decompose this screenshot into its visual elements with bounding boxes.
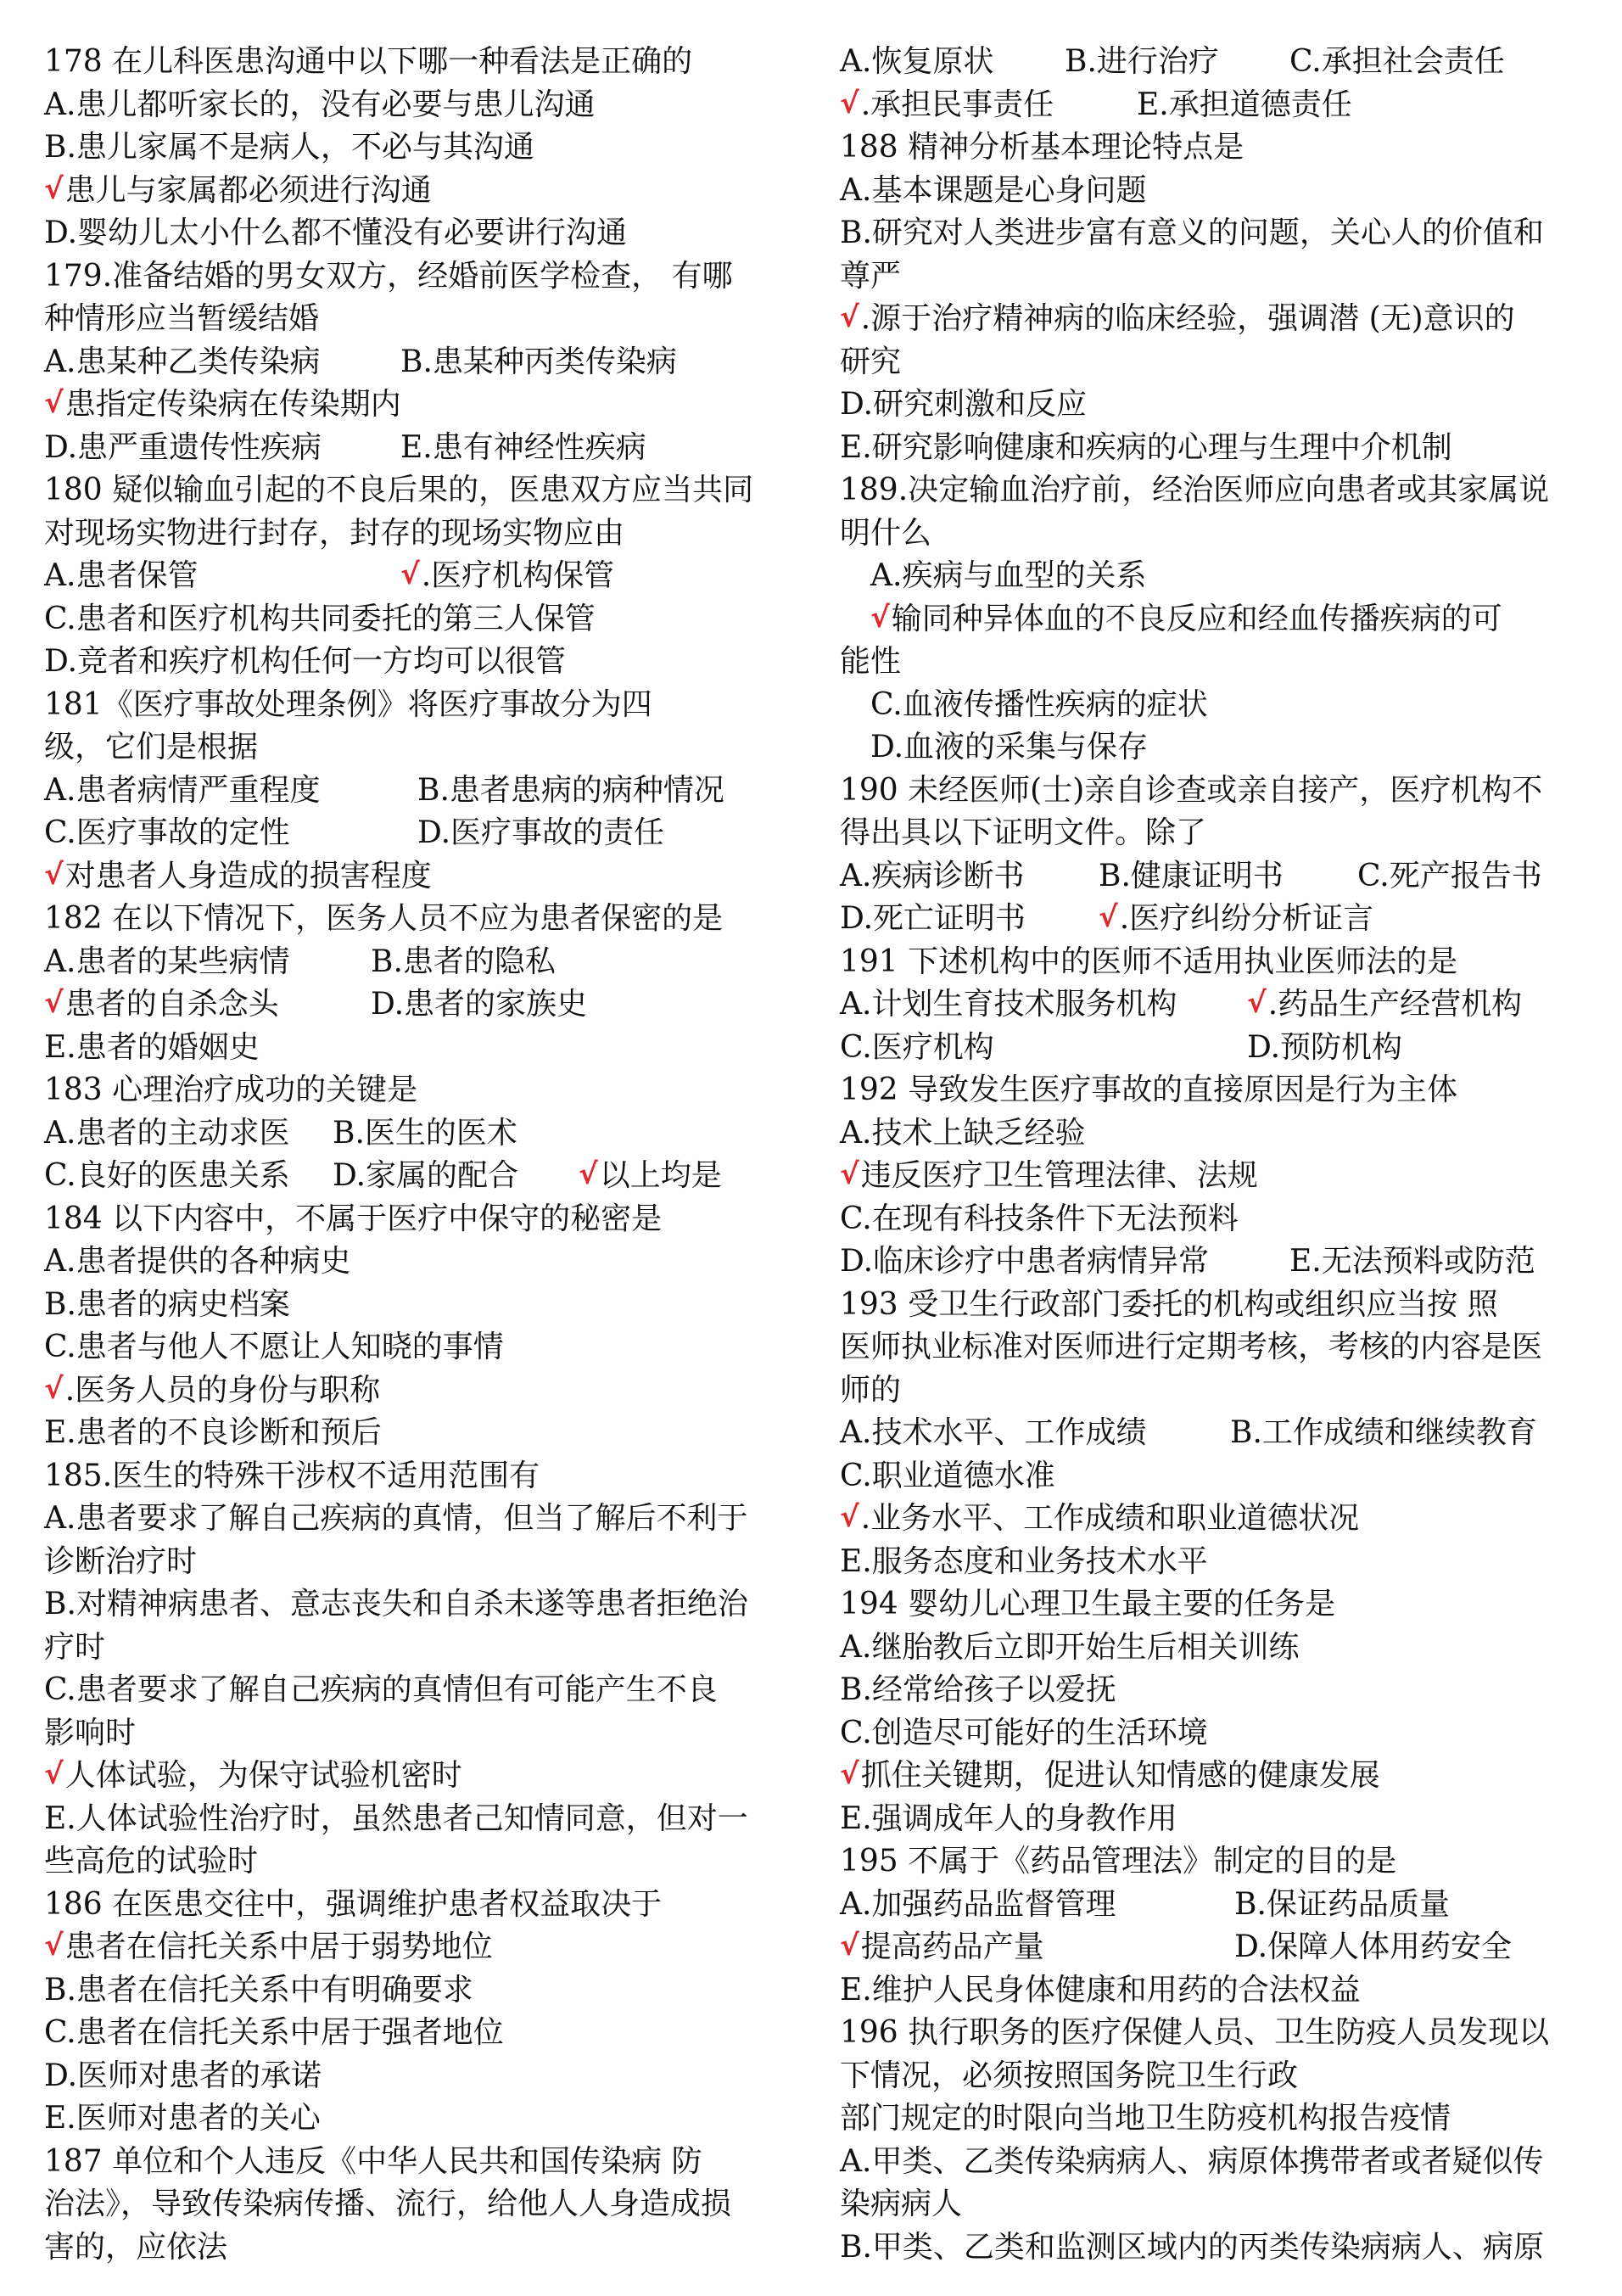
- check-mark-icon: √: [840, 1157, 859, 1191]
- option-185-b-line2: 疗时: [44, 1629, 106, 1665]
- option-190-a: A.疾病诊断书: [840, 858, 1025, 893]
- options-187-de: [840, 84, 1586, 127]
- option-182-d: D.患者的家族史: [371, 987, 588, 1022]
- options-191-cd: [840, 1027, 1586, 1070]
- option-191-b: [1247, 983, 1522, 1027]
- options-191-ab: [840, 983, 1586, 1027]
- option-194-c: C.创造尽可能好的生活环境: [840, 1715, 1208, 1750]
- option-185-d-text: 人体试验，为保守试验机密时: [64, 1758, 462, 1793]
- option-189-a: A.疾病与血型的关系: [870, 558, 1147, 593]
- question-193-stem-line3: 师的: [840, 1372, 902, 1408]
- check-mark-icon: √: [44, 1929, 64, 1963]
- option-190-b: B.健康证明书: [1099, 858, 1284, 893]
- option-193-a: A.技术水平、工作成绩: [840, 1415, 1147, 1450]
- question-188-stem: 188 精神分析基本理论特点是: [840, 130, 1244, 165]
- option-194-b: B.经常给孩子以爱抚: [840, 1672, 1116, 1707]
- option-184-d-text: .医务人员的身份与职称: [64, 1372, 381, 1408]
- question-196-stem-line1: 196 执行职务的医疗保健人员、卫生防疫人员发现以: [840, 2015, 1550, 2050]
- question-179-stem-line1: 179.准备结婚的男女双方，经婚前医学检查， 有哪: [44, 258, 733, 294]
- option-190-e-text: .医疗纠纷分析证言: [1119, 901, 1374, 936]
- option-182-c: [44, 983, 371, 1027]
- option-191-d: D.预防机构: [1247, 1029, 1403, 1065]
- option-187-d-text: .承担民事责任: [860, 87, 1054, 122]
- option-194-a: A.继胎教后立即开始生后相关训练: [840, 1629, 1300, 1665]
- options-182-ab: [44, 941, 791, 984]
- option-190-c: C.死产报告书: [1357, 858, 1542, 893]
- option-193-d: [840, 1498, 1586, 1541]
- question-187-stem-line3: 害的，应依法: [44, 2229, 228, 2265]
- check-mark-icon: √: [44, 857, 64, 892]
- option-195-c-text: 提高药品产量: [860, 1929, 1044, 1964]
- option-184-b: B.患者的病史档案: [44, 1286, 290, 1322]
- question-196-stem-line2: 下情况，必须按照国务院卫生行政: [840, 2058, 1299, 2093]
- option-187-b: B.进行治疗: [1065, 44, 1219, 79]
- option-189-b-line1: [840, 598, 1586, 641]
- option-183-c: C.良好的医患关系: [44, 1158, 290, 1193]
- option-186-a-text: 患者在信托关系中居于弱势地位: [64, 1929, 493, 1964]
- option-186-c: C.患者在信托关系中居于强者地位: [44, 2015, 504, 2050]
- question-189-stem-line2: 明什么: [840, 515, 932, 551]
- options-195-ab: [840, 1884, 1586, 1927]
- options-179-ab: [44, 341, 791, 384]
- option-178-c-text: 患儿与家属都必须进行沟通: [64, 172, 432, 208]
- check-mark-icon: √: [1247, 986, 1267, 1020]
- option-187-c: C.承担社会责任: [1289, 44, 1505, 79]
- option-186-a: [44, 1926, 791, 1969]
- option-181-e-text: 对患者人身造成的损害程度: [64, 858, 432, 893]
- option-178-b: B.患儿家属不是病人，不必与其沟通: [44, 130, 534, 165]
- option-191-c: C.医疗机构: [840, 1029, 994, 1065]
- options-192-de: [840, 1240, 1586, 1284]
- option-178-d: D.婴幼儿太小什么都不懂没有必要讲行沟通: [44, 216, 628, 250]
- option-194-d: [840, 1755, 1586, 1798]
- question-187-stem-line1: 187 单位和个人违反《中华人民共和国传染病 防: [44, 2143, 702, 2179]
- options-181-ab: [44, 770, 791, 813]
- check-mark-icon: √: [840, 86, 859, 120]
- option-187-d: [840, 84, 1137, 127]
- option-182-a: A.患者的某些病情: [44, 944, 290, 979]
- options-183-cde: [44, 1155, 791, 1198]
- options-182-cd: [44, 983, 791, 1027]
- options-181-cd: [44, 812, 791, 855]
- option-195-c: [840, 1926, 1234, 1969]
- options-179-de: [44, 427, 791, 470]
- options-183-ab: [44, 1112, 791, 1156]
- option-191-a: A.计划生育技术服务机构: [840, 987, 1177, 1022]
- option-180-c: C.患者和医疗机构共同委托的第三人保管: [44, 601, 596, 636]
- option-180-a: A.患者保管: [44, 558, 199, 593]
- option-192-a: A.技术上缺乏经验: [840, 1115, 1086, 1151]
- option-185-b-line1: B.对精神病患者、意志丧失和自杀未遂等患者拒绝治: [44, 1587, 748, 1621]
- option-178-a: A.患儿都听家长的，没有必要与患儿沟通: [44, 87, 596, 122]
- question-195-stem: 195 不属于《药品管理法》制定的目的是: [840, 1844, 1397, 1879]
- option-181-b: B.患者患病的病种情况: [417, 772, 724, 808]
- option-182-b: B.患者的隐私: [371, 944, 556, 979]
- check-mark-icon: √: [1099, 900, 1118, 934]
- option-185-a-line2: 诊断治疗时: [44, 1543, 198, 1579]
- option-190-d: D.死亡证明书: [840, 901, 1026, 936]
- option-181-e: [44, 855, 791, 899]
- option-194-d-text: 抓住关键期，促进认知情感的健康发展: [860, 1758, 1380, 1793]
- check-mark-icon: √: [870, 600, 890, 635]
- option-192-d: D.临床诊疗中患者病情异常: [840, 1244, 1210, 1279]
- question-193-stem-line1: 193 受卫生行政部门委托的机构或组织应当按 照: [840, 1286, 1498, 1322]
- option-189-b-text: 输同种异体血的不良反应和经血传播疾病的可: [891, 601, 1502, 636]
- check-mark-icon: √: [579, 1157, 598, 1191]
- option-179-c: [44, 384, 791, 427]
- question-180-stem-line2: 对现场实物进行封存，封存的现场实物应由: [44, 515, 625, 551]
- option-185-e-line1: E.人体试验性治疗时，虽然患者己知情同意，但对一: [44, 1800, 748, 1836]
- question-194-stem: 194 婴幼儿心理卫生最主要的任务是: [840, 1587, 1336, 1621]
- option-192-b-text: 违反医疗卫生管理法律、法规: [860, 1158, 1258, 1193]
- check-mark-icon: √: [44, 171, 64, 206]
- options-187-abc: [840, 41, 1586, 84]
- question-183-stem: 183 心理治疗成功的关键是: [44, 1072, 418, 1107]
- option-188-d: D.研究刺激和反应: [840, 387, 1088, 422]
- option-188-a: A.基本课题是心身问题: [840, 172, 1147, 208]
- option-188-b-line2: 尊严: [840, 258, 902, 294]
- question-180-stem-line1: 180 疑似输血引起的不良后果的，医患双方应当共同: [44, 473, 754, 507]
- check-mark-icon: √: [44, 1757, 64, 1791]
- option-188-c-line2: 研究: [840, 344, 902, 379]
- question-184-stem: 184 以下内容中，不属于医疗中保守的秘密是: [44, 1201, 663, 1236]
- option-182-c-text: 患者的自杀念头: [64, 987, 279, 1022]
- left-column: [44, 41, 791, 2269]
- question-190-stem-line2: 得出具以下证明文件。除了: [840, 815, 1207, 850]
- options-195-cd: [840, 1926, 1586, 1969]
- option-196-b: B.甲类、乙类和监测区域内的丙类传染病病人、病原: [840, 2229, 1544, 2265]
- option-187-e: E.承担道德责任: [1137, 87, 1352, 122]
- option-179-b: B.患某种丙类传染病: [400, 344, 677, 379]
- option-182-e: E.患者的婚姻史: [44, 1029, 260, 1065]
- option-181-d: D.医疗事故的责任: [417, 815, 665, 850]
- option-184-d: [44, 1369, 791, 1413]
- option-185-e-line2: 些高危的试验时: [44, 1844, 259, 1879]
- question-187-stem-line2: 治法》，导致传染病传播、流行，给他人人身造成损: [44, 2187, 732, 2221]
- option-184-a: A.患者提供的各种病史: [44, 1244, 351, 1279]
- options-190-de: [840, 898, 1586, 941]
- right-column: [840, 41, 1586, 2269]
- option-188-c-text: .源于治疗精神病的临床经验，强调潜 (无)意识的: [860, 301, 1515, 336]
- option-185-c-line1: C.患者要求了解自己疾病的真情但有可能产生不良: [44, 1672, 718, 1707]
- question-182-stem: 182 在以下情况下，医务人员不应为患者保密的是: [44, 901, 724, 936]
- option-179-e: E.患有神经性疾病: [400, 429, 646, 465]
- question-196-stem-line3: 部门规定的时限向当地卫生防疫机构报告疫情: [840, 2101, 1451, 2136]
- option-192-c: C.在现有科技条件下无法预料: [840, 1201, 1239, 1236]
- option-183-a: A.患者的主动求医: [44, 1115, 290, 1151]
- option-191-b-text: .药品生产经营机构: [1267, 987, 1523, 1022]
- option-194-e: E.强调成年人的身教作用: [840, 1800, 1177, 1836]
- option-187-a: A.恢复原状: [840, 44, 994, 79]
- option-180-b-text: .医疗机构保管: [421, 558, 615, 593]
- option-183-d: D.家属的配合: [333, 1158, 519, 1193]
- question-181-stem-line2: 级，它们是根据: [44, 730, 259, 764]
- option-185-a-line1: A.患者要求了解自己疾病的真情，但当了解后不利于: [44, 1501, 748, 1536]
- option-178-c: [44, 170, 791, 213]
- question-190-stem-line1: 190 未经医师(士)亲自诊查或亲自接产，医疗机构不: [840, 772, 1543, 808]
- option-190-e: [1099, 898, 1373, 941]
- check-mark-icon: √: [840, 1500, 859, 1534]
- option-195-a: A.加强药品监督管理: [840, 1886, 1116, 1922]
- check-mark-icon: √: [44, 386, 64, 420]
- option-183-e: [579, 1155, 722, 1198]
- option-185-d: [44, 1755, 791, 1798]
- option-189-d: D.血液的采集与保存: [870, 730, 1149, 764]
- options-193-ab: [840, 1412, 1586, 1455]
- option-181-a: A.患者病情严重程度: [44, 772, 321, 808]
- check-mark-icon: √: [840, 1929, 859, 1963]
- option-181-c: C.医疗事故的定性: [44, 815, 290, 850]
- question-185-stem: 185.医生的特殊干涉权不适用范围有: [44, 1458, 540, 1493]
- question-193-stem-line2: 医师执业标准对医师进行定期考核，考核的内容是医: [840, 1330, 1543, 1364]
- option-195-e: E.维护人民身体健康和用药的合法权益: [840, 1972, 1361, 2008]
- option-184-e: E.患者的不良诊断和预后: [44, 1415, 382, 1450]
- option-195-b: B.保证药品质量: [1234, 1886, 1450, 1922]
- check-mark-icon: √: [44, 1371, 64, 1406]
- option-188-b-line1: B.研究对人类进步富有意义的问题，关心人的价值和: [840, 216, 1544, 250]
- option-188-c-line1: [840, 298, 1586, 341]
- option-193-b: B.工作成绩和继续教育: [1230, 1415, 1537, 1450]
- option-183-e-text: 以上均是: [599, 1158, 722, 1193]
- option-189-b-line2: 能性: [840, 644, 902, 679]
- option-196-a-line2: 染病病人: [840, 2187, 963, 2221]
- check-mark-icon: √: [840, 300, 859, 334]
- option-192-b: [840, 1155, 1586, 1198]
- option-195-d: D.保障人体用药安全: [1234, 1929, 1513, 1964]
- question-189-stem-line1: 189.决定输血治疗前，经治医师应向患者或其家属说: [840, 473, 1550, 507]
- option-193-c: C.职业道德水准: [840, 1458, 1055, 1493]
- option-179-c-text: 患指定传染病在传染期内: [64, 387, 401, 422]
- question-192-stem: 192 导致发生医疗事故的直接原因是行为主体: [840, 1072, 1458, 1107]
- question-191-stem: 191 下述机构中的医师不适用执业医师法的是: [840, 944, 1458, 979]
- check-mark-icon: √: [840, 1757, 859, 1791]
- question-178-stem: 178 在儿科医患沟通中以下哪一种看法是正确的: [44, 44, 693, 79]
- option-180-d: D.竞者和疾疗机构任何一方均可以很管: [44, 644, 567, 679]
- option-186-e: E.医师对患者的关心: [44, 2101, 321, 2136]
- option-196-a-line1: A.甲类、乙类传染病病人、病原体携带者或者疑似传: [840, 2143, 1544, 2179]
- options-180-ab: [44, 555, 791, 598]
- question-179-stem-line2: 种情形应当暂缓结婚: [44, 301, 320, 336]
- question-186-stem: 186 在医患交往中，强调维护患者权益取决于: [44, 1886, 663, 1922]
- option-188-e: E.研究影响健康和疾病的心理与生理中介机制: [840, 429, 1452, 465]
- check-mark-icon: √: [400, 557, 420, 591]
- option-189-c: C.血液传播性疾病的症状: [870, 686, 1208, 722]
- option-180-b: [400, 555, 614, 598]
- option-179-d: D.患严重遗传性疾病: [44, 429, 322, 465]
- question-181-stem-line1: 181《医疗事故处理条例》将医疗事故分为四: [44, 686, 652, 722]
- option-186-b: B.患者在信托关系中有明确要求: [44, 1972, 473, 2008]
- option-184-c: C.患者与他人不愿让人知晓的事情: [44, 1330, 504, 1364]
- option-183-b: B.医生的医术: [333, 1115, 517, 1151]
- option-192-e: E.无法预料或防范: [1289, 1244, 1535, 1279]
- option-186-d: D.医师对患者的承诺: [44, 2058, 322, 2093]
- check-mark-icon: √: [44, 986, 64, 1020]
- option-193-d-text: .业务水平、工作成绩和职业道德状况: [860, 1501, 1360, 1536]
- option-193-e: E.服务态度和业务技术水平: [840, 1543, 1208, 1579]
- option-179-a: A.患某种乙类传染病: [44, 344, 321, 379]
- options-190-abc: [840, 855, 1586, 899]
- option-185-c-line2: 影响时: [44, 1715, 137, 1750]
